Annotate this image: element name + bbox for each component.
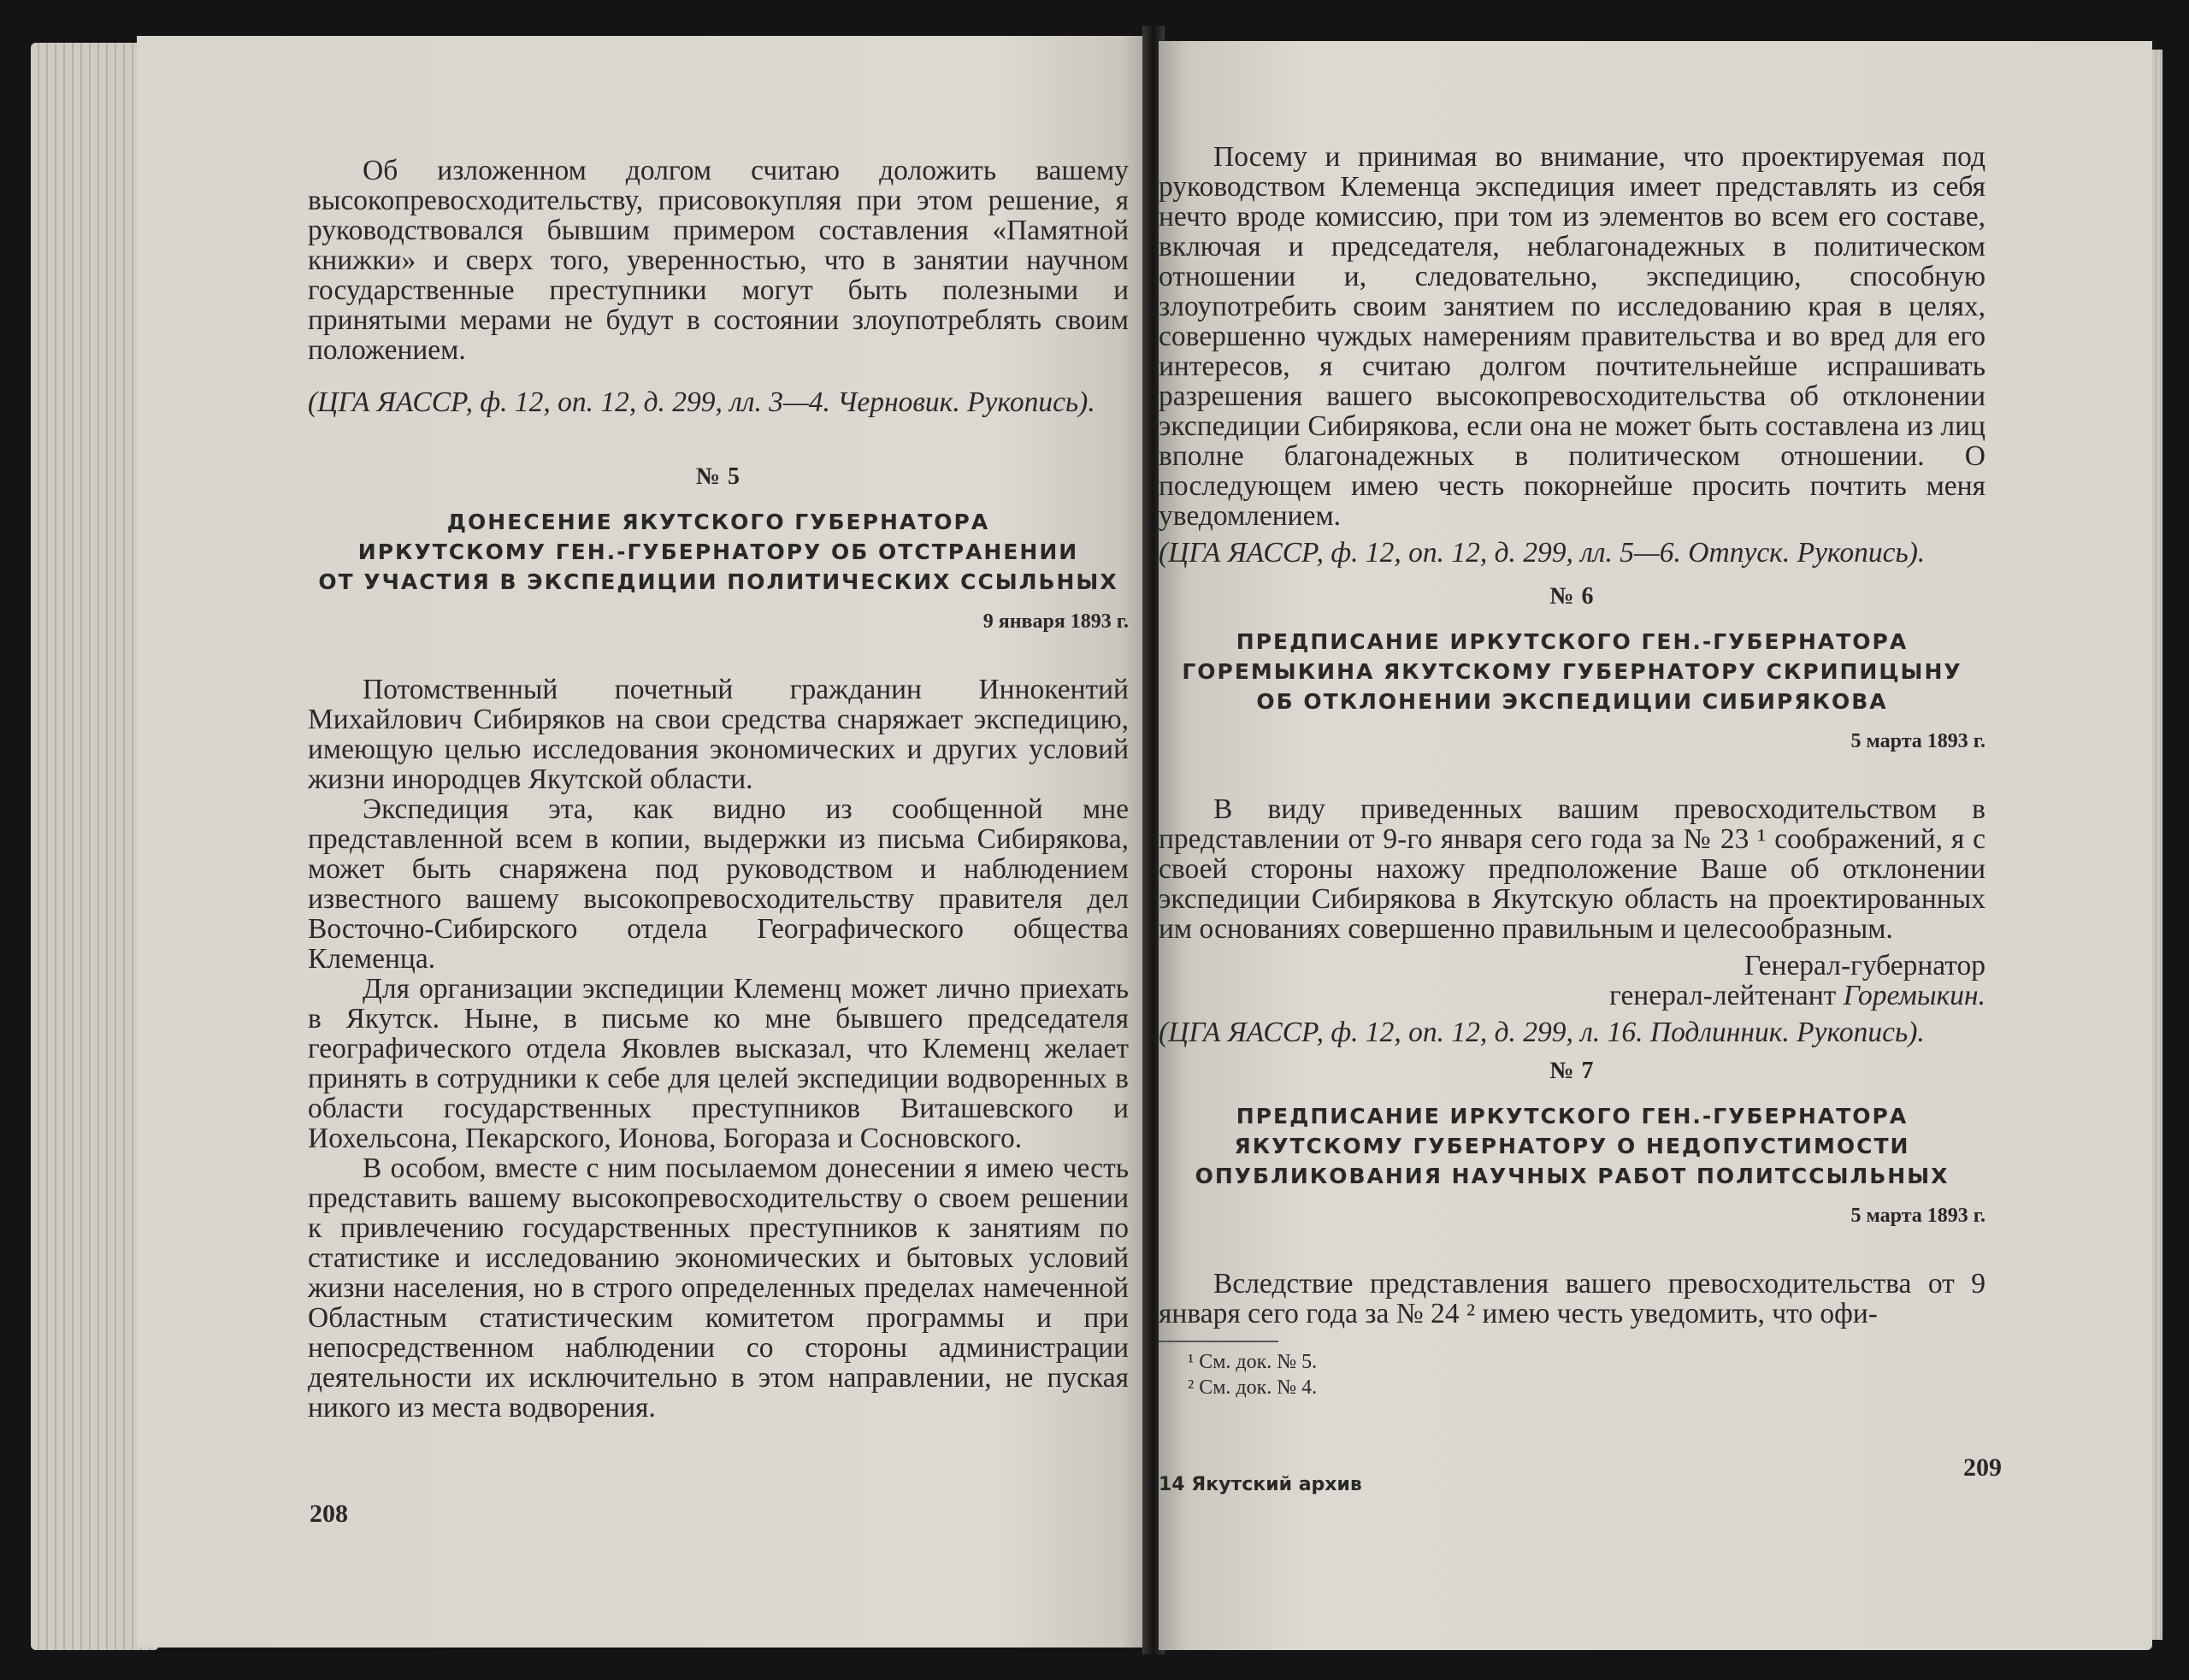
left-text-column	[308, 156, 1129, 1423]
document-title-line: ИРКУТСКОМУ ГЕН.-ГУБЕРНАТОРУ ОБ ОТСТРАНЕНИИ	[357, 539, 1079, 564]
document-date: 9 января 1893 г.	[982, 610, 1129, 633]
document-title-line: ОПУБЛИКОВАНИЯ НАУЧНЫХ РАБОТ ПОЛИТССЫЛЬНЫХ	[1195, 1164, 1950, 1188]
source-note: (ЦГА ЯАССР, ф. 12, оп. 12, д. 299, л. 16. Подлинник. Рукопись).	[1159, 1017, 1925, 1048]
page-number: 209	[1963, 1453, 2002, 1482]
footnote: ² См. док. № 4.	[1188, 1376, 1318, 1399]
page-number: 208	[310, 1500, 348, 1528]
body-paragraph: Для организации экспедиции Клеменц может лично приехать в Якутск. Ныне, в письме ко мне бывшего председателя географического отдела Яковлев высказал, что Клеменц желает принять в сотрудники к себе для целей экспедиции водворенных в области государственных преступников Виташевского и Иохельсона, Пекарского, Ионова, Богораза и Сосновского.	[308, 973, 1129, 1154]
document-title-line: ГОРЕМЫКИНА ЯКУТСКОМУ ГУБЕРНАТОРУ СКРИПИЦЫНУ	[1182, 659, 1962, 684]
right-page	[1159, 41, 2152, 1650]
signature-rank: генерал-лейтенант	[1609, 980, 1837, 1011]
signature-mark: 14 Якутский архив	[1159, 1474, 1362, 1495]
document-number: № 7	[1549, 1058, 1595, 1084]
footnote: ¹ См. док. № 5.	[1188, 1351, 1318, 1373]
document-date: 5 марта 1893 г.	[1850, 1205, 1985, 1227]
signature-line	[1159, 981, 1985, 1011]
opening-paragraph: Посему и принимая во внимание, что проектируемая под руководством Клеменца экспедиция имеет представлять из себя нечто вроде комиссию, при том из элементов во всем его составе, включая и председателя, неблагонадежных в политическом отношении и, следовательно, экспедицию, способную злоупотребить своим занятием по исследованию края в целях, совершенно чуждых намерениям правительства и во вред для его интересов, я считаю долгом почтительнейше испрашивать разрешения вашего высокопревосходительства об отклонении экспедиции Сибирякова, если она не может быть составлена из лиц вполне благонадежных в политическом отношении. О последующем имею честь покорнейше просить почтить меня уведомлением.	[1159, 141, 1985, 532]
body-paragraph: Вследствие представления вашего превосходительства от 9 января сего года за № 24 ² имею честь уведомить, что офи-	[1159, 1268, 1985, 1329]
document-title	[308, 507, 1129, 597]
opening-paragraph: Об изложенном долгом считаю доложить вашему высокопревосходительству, присовокупляя при этом решение, я руководствовался бывшим примером составления «Памятной книжки» и сверх того, уверенностью, что в занятии научном государственные преступники могут быть полезными и принятыми мерами не будут в состоянии злоупотреблять своим положением.	[308, 155, 1129, 366]
document-title-line: ОБ ОТКЛОНЕНИИ ЭКСПЕДИЦИИ СИБИРЯКОВА	[1256, 689, 1888, 714]
body-paragraph: В виду приведенных вашим превосходительством в представлении от 9-го января сего года за № 23 ¹ соображений, я с своей стороны нахожу предположение Ваше об отклонении экспедиции Сибирякова в Якутскую область на проектированных им основаниях совершенно правильным и целесообразным.	[1159, 793, 1985, 945]
right-text-column	[1159, 142, 1985, 1400]
document-title-line: ЯКУТСКОМУ ГУБЕРНАТОРУ О НЕДОПУСТИМОСТИ	[1234, 1134, 1910, 1158]
document-title-line: ПРЕДПИСАНИЕ ИРКУТСКОГО ГЕН.-ГУБЕРНАТОРА	[1236, 629, 1909, 654]
document-title	[1159, 1101, 1985, 1191]
body-paragraph: В особом, вместе с ним посылаемом донесении я имею честь представить вашему высокопревосходительству о своем решении к привлечению государственных преступников к занятиям по статистике и исследованию экономических и бытовых условий жизни населения, но в строго определенных пределах намеченной Областным статистическим комитетом программы и при непосредственном наблюдении со стороны администрации деятельности их исключительно в этом направлении, не пуская никого из места водворения.	[308, 1152, 1129, 1424]
body-paragraph: Экспедиция эта, как видно из сообщенной мне представленной всем в копии, выдержки из письма Сибирякова, может быть снаряжена под руководством и наблюдением известного вашему высокопревосходительству правителя дел Восточно-Сибирского отдела Географического общества Клеменца.	[308, 793, 1129, 975]
source-note: (ЦГА ЯАССР, ф. 12, оп. 12, д. 299, лл. 5—6. Отпуск. Рукопись).	[1159, 537, 1926, 569]
left-page	[137, 36, 1150, 1648]
document-number: № 5	[695, 463, 741, 490]
document-title	[1159, 627, 1985, 716]
signature-title: Генерал-губернатор	[1744, 950, 1985, 981]
document-title-line: ПРЕДПИСАНИЕ ИРКУТСКОГО ГЕН.-ГУБЕРНАТОРА	[1236, 1104, 1909, 1129]
source-note: (ЦГА ЯАССР, ф. 12, оп. 12, д. 299, лл. 3—4. Черновик. Рукопись).	[308, 386, 1095, 418]
document-title-line: ДОНЕСЕНИЕ ЯКУТСКОГО ГУБЕРНАТОРА	[446, 510, 990, 534]
document-number: № 6	[1549, 583, 1595, 610]
document-title-line: ОТ УЧАСТИЯ В ЭКСПЕДИЦИИ ПОЛИТИЧЕСКИХ ССЫЛЬНЫХ	[318, 569, 1118, 594]
document-date: 5 марта 1893 г.	[1850, 730, 1985, 752]
signature-name: Горемыкин.	[1843, 980, 1985, 1011]
footnote-rule	[1159, 1341, 1278, 1342]
body-paragraph: Потомственный почетный гражданин Иннокентий Михайлович Сибиряков на свои средства снаряжает экспедицию, имеющую целью исследования экономических и других условий жизни инородцев Якутской области.	[308, 674, 1129, 795]
